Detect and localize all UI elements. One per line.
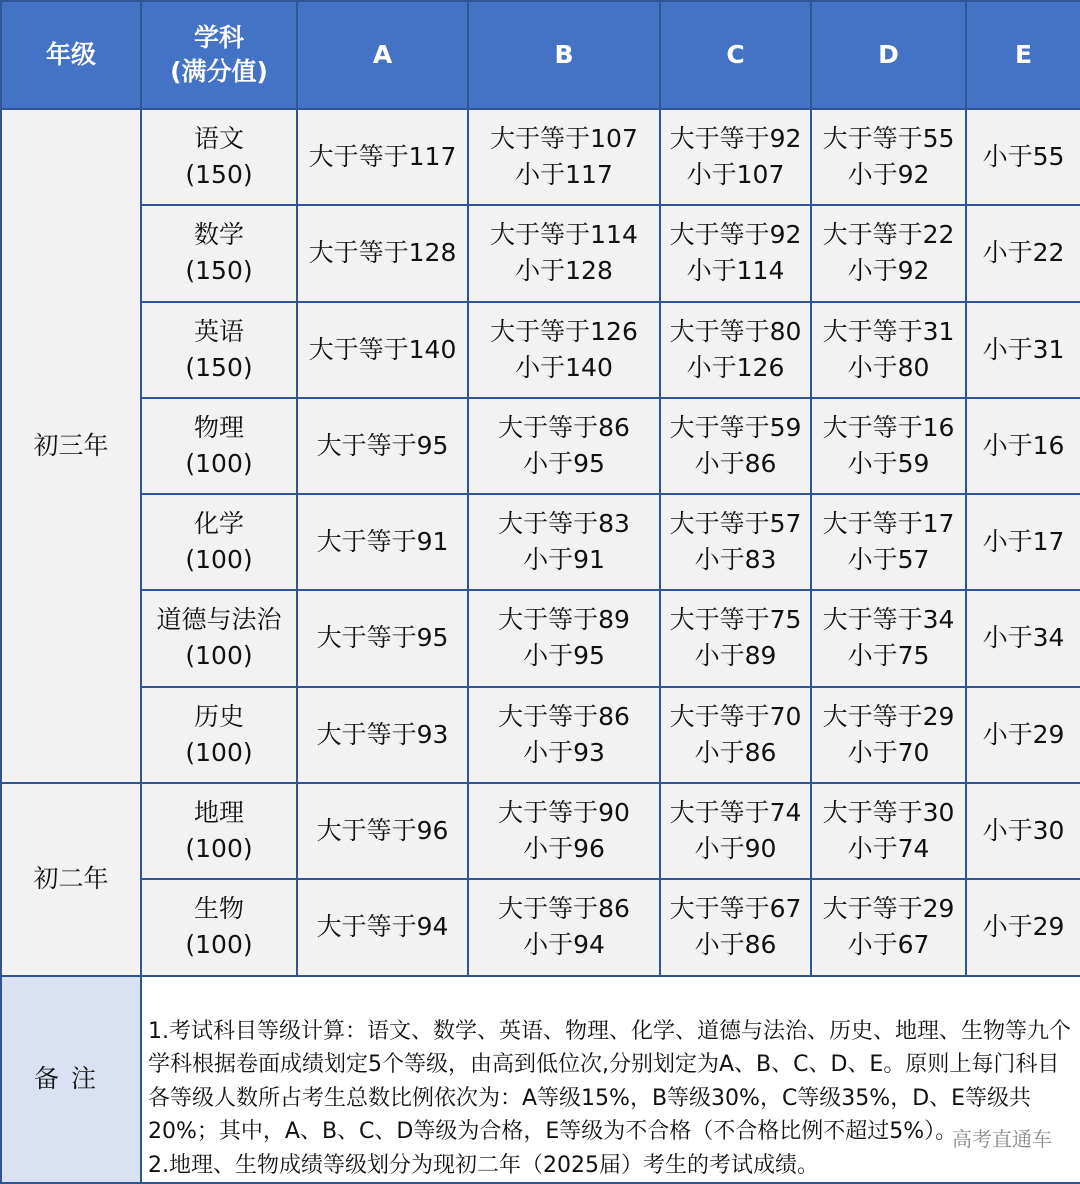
level-d-cell — [811, 398, 966, 494]
header-level-d: D — [811, 1, 966, 109]
range-line: 小于94 — [523, 930, 605, 960]
level-b-cell — [468, 494, 660, 590]
range-line: 大于等于107 — [490, 124, 638, 154]
level-b-cell — [468, 879, 660, 975]
level-d-cell — [811, 783, 966, 879]
range-line: 小于95 — [523, 641, 605, 671]
subject-cell — [141, 398, 297, 494]
level-b-cell — [468, 783, 660, 879]
level-a-cell — [297, 109, 468, 205]
header-subject — [141, 1, 297, 109]
level-c-cell — [660, 398, 811, 494]
range-line: 小于86 — [694, 737, 777, 767]
subject-full-score: (150) — [185, 352, 253, 382]
level-d-cell — [811, 590, 966, 686]
grade-cell: 初二年 — [1, 783, 141, 976]
range-line: 小于31 — [982, 334, 1065, 364]
level-a-cell — [297, 783, 468, 879]
range-line: 小于74 — [847, 833, 930, 863]
range-line: 大于等于55 — [822, 124, 955, 154]
range-line: 大于等于86 — [498, 701, 630, 731]
range-line: 小于86 — [694, 930, 777, 960]
range-line: 大于等于93 — [316, 719, 449, 749]
range-line: 大于等于96 — [316, 815, 449, 845]
subject-name: 英语 — [193, 316, 244, 346]
range-line: 大于等于57 — [669, 509, 802, 539]
level-b-cell — [468, 590, 660, 686]
range-line: 小于114 — [686, 256, 785, 286]
range-line: 大于等于70 — [669, 701, 802, 731]
subject-cell — [141, 109, 297, 205]
range-line: 小于17 — [982, 527, 1065, 557]
level-e-cell — [966, 879, 1080, 975]
level-c-cell — [660, 879, 811, 975]
range-line: 大于等于92 — [669, 124, 802, 154]
notes-row — [1, 976, 1080, 1184]
level-c-cell — [660, 687, 811, 783]
range-line: 大于等于34 — [822, 605, 955, 635]
level-a-cell — [297, 205, 468, 301]
header-full-score-label: (满分值) — [170, 57, 268, 86]
level-b-cell — [468, 302, 660, 398]
level-a-cell — [297, 302, 468, 398]
range-line: 大于等于90 — [498, 797, 630, 827]
level-a-cell — [297, 398, 468, 494]
note-line: 2.地理、生物成绩等级划分为现初二年（2025届）考生的考试成绩。 — [148, 1152, 819, 1178]
level-c-cell — [660, 109, 811, 205]
range-line: 小于30 — [982, 815, 1065, 845]
level-e-cell — [966, 109, 1080, 205]
range-line: 大于等于140 — [308, 334, 457, 364]
range-line: 大于等于31 — [822, 316, 955, 346]
table-row — [1, 109, 1080, 205]
subject-cell — [141, 783, 297, 879]
range-line: 小于55 — [982, 142, 1065, 172]
level-d-cell — [811, 687, 966, 783]
range-line: 大于等于59 — [669, 412, 802, 442]
level-a-cell — [297, 494, 468, 590]
range-line: 大于等于29 — [822, 894, 955, 924]
range-line: 小于57 — [847, 545, 930, 575]
level-b-cell — [468, 109, 660, 205]
range-line: 大于等于94 — [316, 912, 449, 942]
range-line: 小于126 — [686, 352, 785, 382]
level-c-cell — [660, 494, 811, 590]
level-a-cell — [297, 879, 468, 975]
level-e-cell — [966, 590, 1080, 686]
subject-full-score: (100) — [185, 833, 253, 863]
range-line: 小于107 — [686, 160, 785, 190]
table-row — [1, 398, 1080, 494]
level-d-cell — [811, 205, 966, 301]
range-line: 大于等于117 — [308, 142, 457, 172]
notes-content — [141, 976, 1080, 1184]
range-line: 大于等于75 — [669, 605, 802, 635]
level-e-cell — [966, 398, 1080, 494]
range-line: 小于34 — [982, 623, 1065, 653]
level-d-cell — [811, 109, 966, 205]
range-line: 小于93 — [523, 737, 605, 767]
range-line: 大于等于128 — [308, 238, 457, 268]
subject-name: 历史 — [193, 701, 244, 731]
subject-full-score: (100) — [185, 545, 253, 575]
level-a-cell — [297, 687, 468, 783]
header-level-e: E — [966, 1, 1080, 109]
range-line: 大于等于30 — [822, 797, 955, 827]
subject-cell — [141, 879, 297, 975]
range-line: 小于117 — [515, 160, 613, 190]
range-line: 小于140 — [515, 352, 613, 382]
subject-name: 道德与法治 — [156, 605, 282, 635]
range-line: 小于70 — [847, 737, 930, 767]
level-d-cell — [811, 494, 966, 590]
subject-cell — [141, 205, 297, 301]
subject-cell — [141, 687, 297, 783]
range-line: 大于等于67 — [669, 894, 802, 924]
header-level-a: A — [297, 1, 468, 109]
range-line: 小于128 — [515, 256, 613, 286]
range-line: 小于29 — [982, 912, 1065, 942]
range-line: 大于等于114 — [490, 220, 638, 250]
range-line: 大于等于126 — [490, 316, 638, 346]
note-line: 1.考试科目等级计算：语文、数学、英语、物理、化学、道德与法治、历史、地理、生物等九个学科根据卷面成绩划定5个等级，由高到低位次,分别划定为A、B、C、D、E。原则上每门科目各等级人数所占考生总数比例依次为：A等级15%，B等级30%，C等级35%，D、E等级共20%；其中，A、B、C、D等级为合格，E等级为不合格（不合格比例不超过5%）。 — [148, 1018, 1071, 1144]
range-line: 小于92 — [847, 160, 930, 190]
range-line: 小于75 — [847, 641, 930, 671]
watermark: 高考直通车 — [952, 1126, 1052, 1151]
range-line: 小于29 — [982, 719, 1065, 749]
level-d-cell — [811, 879, 966, 975]
range-line: 大于等于91 — [316, 527, 449, 557]
range-line: 大于等于92 — [669, 220, 802, 250]
header-level-c: C — [660, 1, 811, 109]
level-c-cell — [660, 205, 811, 301]
range-line: 大于等于22 — [822, 220, 955, 250]
table-row — [1, 687, 1080, 783]
grade-cell: 初三年 — [1, 109, 141, 783]
subject-full-score: (150) — [185, 160, 253, 190]
range-line: 大于等于74 — [669, 797, 802, 827]
table-row — [1, 205, 1080, 301]
header-row — [1, 1, 1080, 109]
subject-full-score: (100) — [185, 737, 253, 767]
subject-name: 物理 — [193, 412, 244, 442]
level-e-cell — [966, 687, 1080, 783]
subject-full-score: (150) — [185, 256, 253, 286]
level-c-cell — [660, 783, 811, 879]
subject-full-score: (100) — [185, 448, 253, 478]
range-line: 小于91 — [523, 545, 605, 575]
level-b-cell — [468, 398, 660, 494]
range-line: 小于92 — [847, 256, 930, 286]
subject-name: 生物 — [193, 894, 244, 924]
header-subject-label: 学科 — [193, 23, 244, 52]
subject-cell — [141, 494, 297, 590]
range-line: 小于22 — [982, 238, 1065, 268]
level-b-cell — [468, 205, 660, 301]
range-line: 大于等于95 — [316, 430, 449, 460]
subject-full-score: (100) — [185, 641, 253, 671]
table-row — [1, 783, 1080, 879]
range-line: 大于等于29 — [822, 701, 955, 731]
range-line: 小于95 — [523, 448, 605, 478]
header-grade: 年级 — [1, 1, 141, 109]
range-line: 小于86 — [694, 448, 777, 478]
level-e-cell — [966, 302, 1080, 398]
table-row — [1, 302, 1080, 398]
range-line: 小于96 — [523, 833, 605, 863]
range-line: 大于等于17 — [822, 509, 955, 539]
level-c-cell — [660, 590, 811, 686]
level-e-cell — [966, 205, 1080, 301]
header-level-b: B — [468, 1, 660, 109]
level-e-cell — [966, 783, 1080, 879]
range-line: 大于等于83 — [498, 509, 630, 539]
level-d-cell — [811, 302, 966, 398]
range-line: 小于59 — [847, 448, 930, 478]
range-line: 小于89 — [694, 641, 777, 671]
subject-name: 化学 — [193, 509, 244, 539]
range-line: 大于等于80 — [669, 316, 802, 346]
notes-label: 备注 — [1, 976, 141, 1184]
range-line: 大于等于86 — [498, 412, 630, 442]
range-line: 小于67 — [847, 930, 930, 960]
subject-cell — [141, 302, 297, 398]
range-line: 大于等于89 — [498, 605, 630, 635]
range-line: 大于等于16 — [822, 412, 955, 442]
level-a-cell — [297, 590, 468, 686]
range-line: 小于90 — [694, 833, 777, 863]
range-line: 小于16 — [982, 430, 1065, 460]
table-row — [1, 590, 1080, 686]
subject-cell — [141, 590, 297, 686]
range-line: 大于等于95 — [316, 623, 449, 653]
level-b-cell — [468, 687, 660, 783]
subject-full-score: (100) — [185, 930, 253, 960]
level-e-cell — [966, 494, 1080, 590]
table-row — [1, 879, 1080, 975]
range-line: 大于等于86 — [498, 894, 630, 924]
subject-name: 语文 — [193, 124, 244, 154]
range-line: 小于83 — [694, 545, 777, 575]
subject-name: 数学 — [193, 220, 244, 250]
table-row — [1, 494, 1080, 590]
subject-name: 地理 — [193, 797, 244, 827]
range-line: 小于80 — [847, 352, 930, 382]
level-c-cell — [660, 302, 811, 398]
